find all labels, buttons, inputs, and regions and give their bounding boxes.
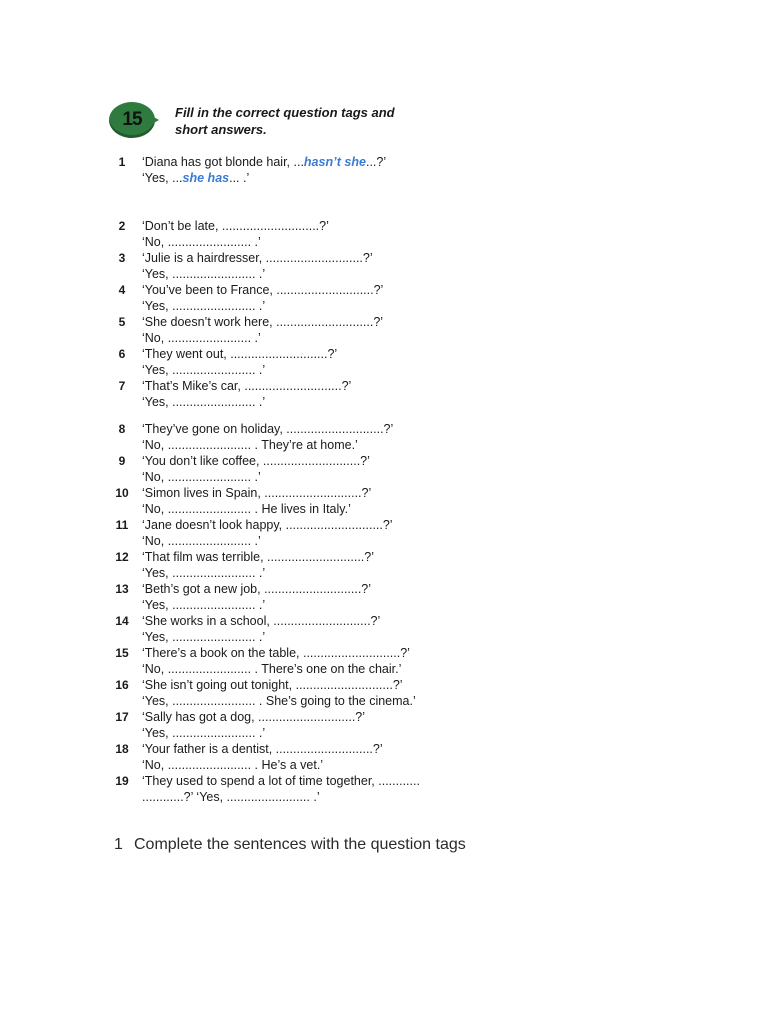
- item-answer: ‘Yes, ........................ .’: [142, 726, 266, 740]
- item-number: 7: [118, 379, 126, 393]
- item-number: 4: [118, 283, 126, 297]
- instructions-line-1: Fill in the correct question tags and: [175, 105, 395, 120]
- item-question: ‘There’s a book on the table, ............................?’: [142, 646, 410, 660]
- item-question: ‘Julie is a hairdresser, ............................?’: [142, 251, 373, 265]
- item-answer: ‘No, ........................ .’: [142, 235, 261, 249]
- item-number: 9: [118, 454, 126, 468]
- next-exercise-title: Complete the sentences with the question tags: [134, 836, 466, 853]
- exercise-instructions: [175, 104, 465, 138]
- item-answer: ‘No, ........................ . There’s one on the chair.’: [142, 662, 402, 676]
- item-answer: ‘No, ........................ . He’s a vet.’: [142, 758, 324, 772]
- item-answer: ‘No, ........................ .’: [142, 470, 261, 484]
- item-number: 3: [118, 251, 126, 265]
- item-number: 10: [115, 486, 129, 500]
- item-answer: ‘Yes, ........................ .’: [142, 566, 266, 580]
- item-number: 16: [115, 678, 129, 692]
- exercise-number: 15: [122, 109, 142, 130]
- item-question: ‘They went out, ............................?’: [142, 347, 338, 361]
- item-question: ‘Don’t be late, ............................?’: [142, 219, 329, 233]
- item-answer: ‘No, ........................ .’: [142, 331, 261, 345]
- item-question: ‘Sally has got a dog, ............................?’: [142, 710, 366, 724]
- example-short-answer: she has: [182, 171, 230, 185]
- item-answer: ‘Yes, ........................ .’: [142, 267, 266, 281]
- exercise-header: [107, 100, 467, 142]
- item-number: 17: [115, 710, 129, 724]
- question-text-start: ‘Diana has got blonde hair, ...: [142, 155, 304, 169]
- item-number: 6: [118, 347, 126, 361]
- item-question: ‘You’ve been to France, ............................?’: [142, 283, 384, 297]
- item-number: 19: [115, 774, 129, 788]
- item-answer: ‘Yes, ........................ .’: [142, 598, 266, 612]
- item-question: ‘That film was terrible, ............................?’: [142, 550, 375, 564]
- item-number: 14: [115, 614, 129, 628]
- item-question: ‘You don’t like coffee, ............................?’: [142, 454, 370, 468]
- item-answer: ‘No, ........................ . He lives in Italy.’: [142, 502, 351, 516]
- item-number: 11: [115, 518, 129, 532]
- item-number: 8: [118, 422, 126, 436]
- item-answer: ‘No, ........................ .’: [142, 534, 261, 548]
- item-number: 1: [118, 155, 126, 169]
- item-answer: ‘Yes, ........................ .’: [142, 630, 266, 644]
- instructions-line-2: short answers.: [175, 122, 267, 137]
- item-answer: ‘Yes, ........................ .’: [142, 299, 266, 313]
- item-answer: ‘Yes, ........................ . She’s going to the cinema.’: [142, 694, 416, 708]
- answer-text-start: ‘Yes, ...: [142, 171, 183, 185]
- item-question: ‘They used to spend a lot of time together, ............: [142, 774, 420, 788]
- item-answer: ‘Yes, ........................ .’: [142, 363, 266, 377]
- next-exercise-number: 1: [114, 836, 123, 853]
- item-number: 5: [118, 315, 126, 329]
- item-answer: ‘Yes, ........................ .’: [142, 395, 266, 409]
- item-number: 13: [115, 582, 129, 596]
- item-question: ‘She doesn’t work here, ............................?’: [142, 315, 384, 329]
- item-answer: ‘No, ........................ . They’re at home.’: [142, 438, 358, 452]
- item-number: 2: [118, 219, 126, 233]
- item-question: ‘They’ve gone on holiday, ............................?’: [142, 422, 394, 436]
- item-number: 12: [115, 550, 129, 564]
- item-number: 15: [115, 646, 129, 660]
- item-question: ‘Simon lives in Spain, ............................?’: [142, 486, 372, 500]
- example-tag-answer: hasn’t she: [303, 155, 366, 169]
- item-question: ‘Jane doesn’t look happy, ............................?’: [142, 518, 393, 532]
- item-question: [142, 155, 386, 169]
- item-answer: ............?’ ‘Yes, ........................ .’: [142, 790, 320, 804]
- item-question: ‘That’s Mike’s car, ............................?’: [142, 379, 352, 393]
- item-question: ‘Your father is a dentist, ............................?’: [142, 742, 383, 756]
- item-question: ‘She isn’t going out tonight, ............................?’: [142, 678, 403, 692]
- question-text-end: ...?’: [365, 155, 387, 169]
- item-question: ‘Beth’s got a new job, ............................?’: [142, 582, 372, 596]
- next-exercise-heading: [114, 836, 466, 854]
- answer-text-end: ... .’: [229, 171, 250, 185]
- item-number: 18: [115, 742, 129, 756]
- item-question: ‘She works in a school, ............................?’: [142, 614, 381, 628]
- item-answer: [142, 171, 249, 185]
